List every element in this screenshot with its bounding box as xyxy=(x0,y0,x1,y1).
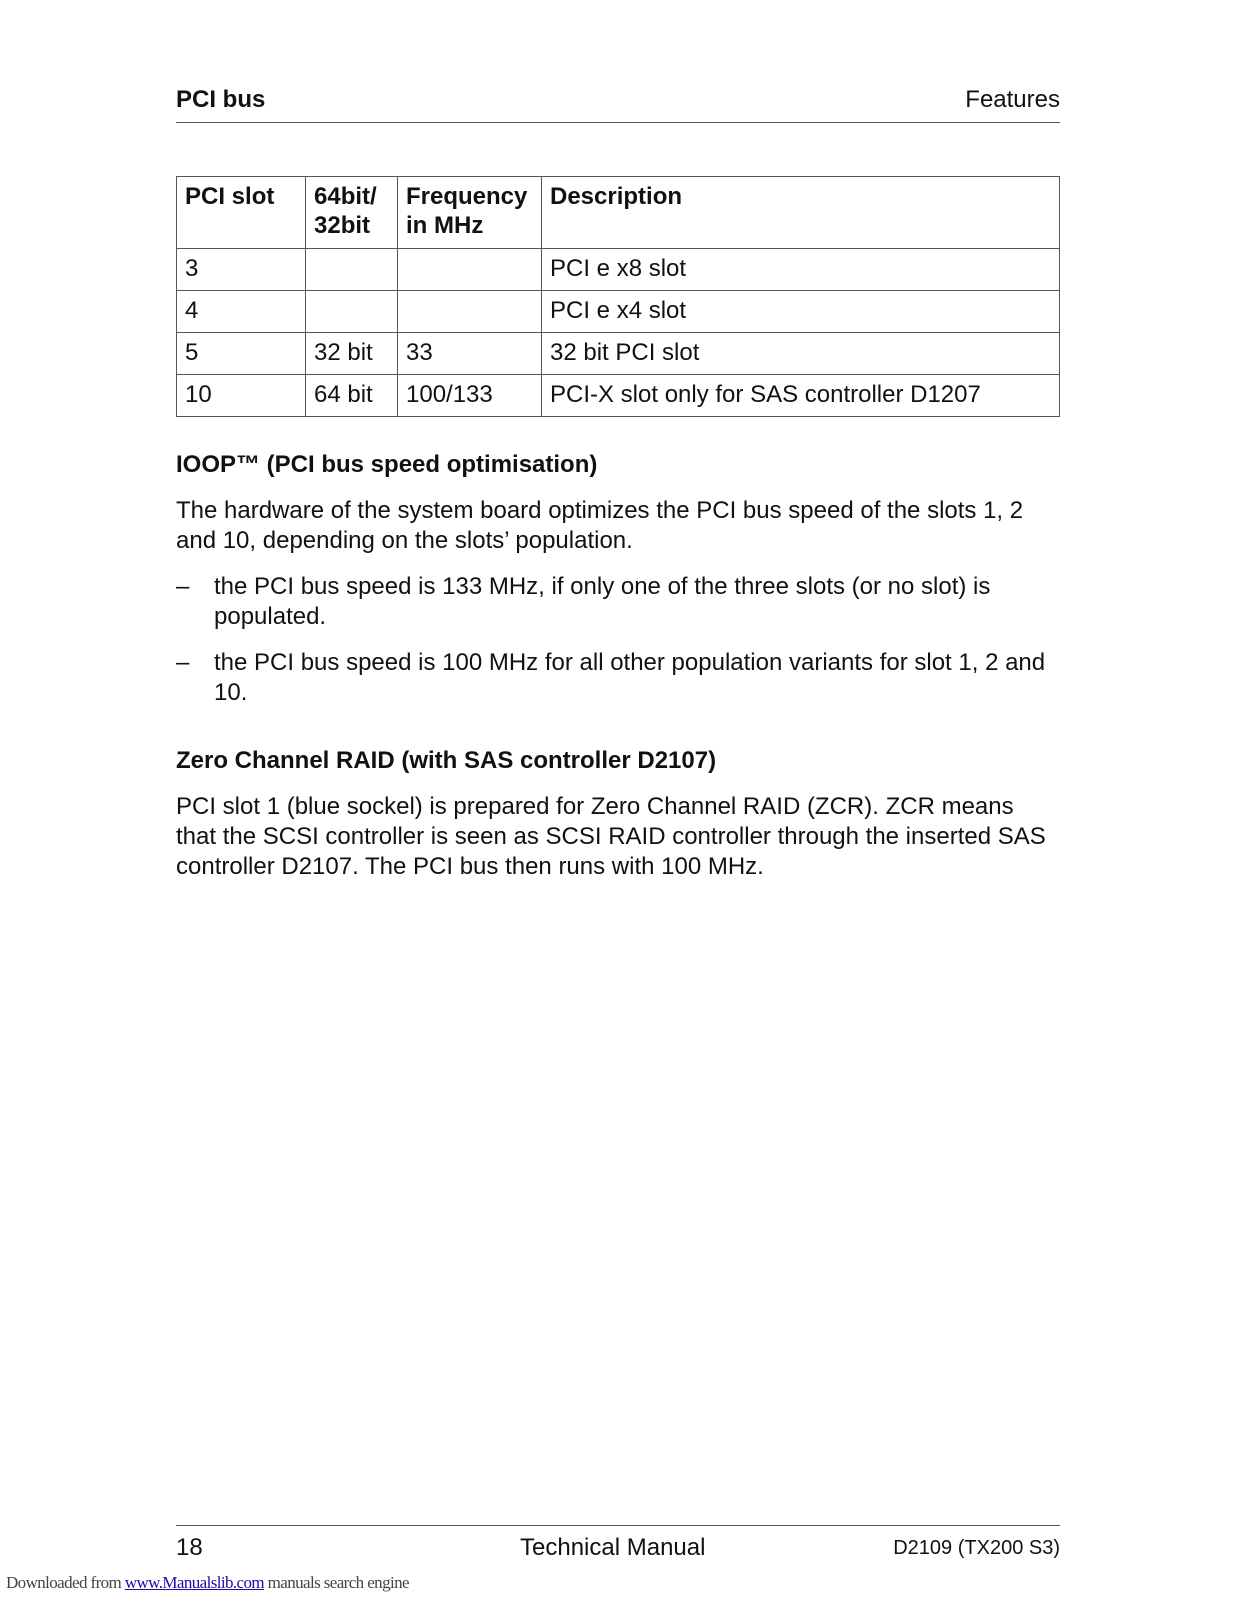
footer-manual-title: Technical Manual xyxy=(520,1534,706,1561)
list-item xyxy=(176,648,1060,708)
manualslib-link[interactable]: www.Manualslib.com xyxy=(124,1573,265,1592)
table-row xyxy=(177,333,1060,375)
bullet-text: the PCI bus speed is 100 MHz for all other population variants for slot 1, 2 and 10. xyxy=(214,649,1046,706)
header-chapter-title: Features xyxy=(965,86,1060,113)
header-section-title: PCI bus xyxy=(176,86,266,113)
table-header-row xyxy=(177,177,1060,249)
cell-bit-width: 64 bit xyxy=(306,375,398,417)
table-row xyxy=(177,291,1060,333)
cell-frequency xyxy=(398,291,542,333)
cell-slot: 3 xyxy=(177,249,306,291)
cell-description: PCI e x8 slot xyxy=(542,249,1060,291)
cell-bit-width xyxy=(306,249,398,291)
column-header-pci-slot: PCI slot xyxy=(177,177,306,249)
list-item xyxy=(176,572,1060,632)
cell-description: 32 bit PCI slot xyxy=(542,333,1060,375)
cell-slot: 10 xyxy=(177,375,306,417)
cell-bit-width xyxy=(306,291,398,333)
page-number: 18 xyxy=(176,1534,203,1561)
cell-slot: 4 xyxy=(177,291,306,333)
ioop-heading: IOOP™ (PCI bus speed optimisation) xyxy=(176,451,598,478)
download-notice xyxy=(6,1573,409,1593)
ioop-intro-paragraph: The hardware of the system board optimizes the PCI bus speed of the slots 1, 2 and 10, depending on the slots’ population. xyxy=(176,497,1024,554)
cell-frequency xyxy=(398,249,542,291)
cell-frequency: 100/133 xyxy=(398,375,542,417)
zcr-paragraph: PCI slot 1 (blue sockel) is prepared for Zero Channel RAID (ZCR). ZCR means that the SCSI controller is seen as SCSI RAID controller through the inserted SAS controller D2107. The PCI bus then runs with 100 MHz. xyxy=(176,793,1046,880)
download-prefix: Downloaded from xyxy=(6,1573,125,1592)
table-row xyxy=(177,375,1060,417)
column-header-bit-width: 64bit/ 32bit xyxy=(306,177,398,249)
download-suffix: manuals search engine xyxy=(264,1573,409,1592)
column-header-frequency: Frequency in MHz xyxy=(398,177,542,249)
footer-model: D2109 (TX200 S3) xyxy=(893,1537,1060,1559)
cell-slot: 5 xyxy=(177,333,306,375)
page-footer xyxy=(176,1525,1060,1566)
page-header xyxy=(176,86,1060,123)
bullet-dash: – xyxy=(176,573,190,600)
column-header-description: Description xyxy=(542,177,1060,249)
cell-bit-width: 32 bit xyxy=(306,333,398,375)
cell-description: PCI-X slot only for SAS controller D1207 xyxy=(542,375,1060,417)
zcr-section xyxy=(176,746,1060,882)
table-row xyxy=(177,249,1060,291)
cell-description: PCI e x4 slot xyxy=(542,291,1060,333)
pci-slot-table xyxy=(176,176,1060,417)
zcr-heading: Zero Channel RAID (with SAS controller D2107) xyxy=(176,747,717,774)
ioop-section xyxy=(176,450,1060,708)
bullet-dash: – xyxy=(176,649,190,676)
cell-frequency: 33 xyxy=(398,333,542,375)
bullet-text: the PCI bus speed is 133 MHz, if only one of the three slots (or no slot) is populated. xyxy=(214,573,991,630)
